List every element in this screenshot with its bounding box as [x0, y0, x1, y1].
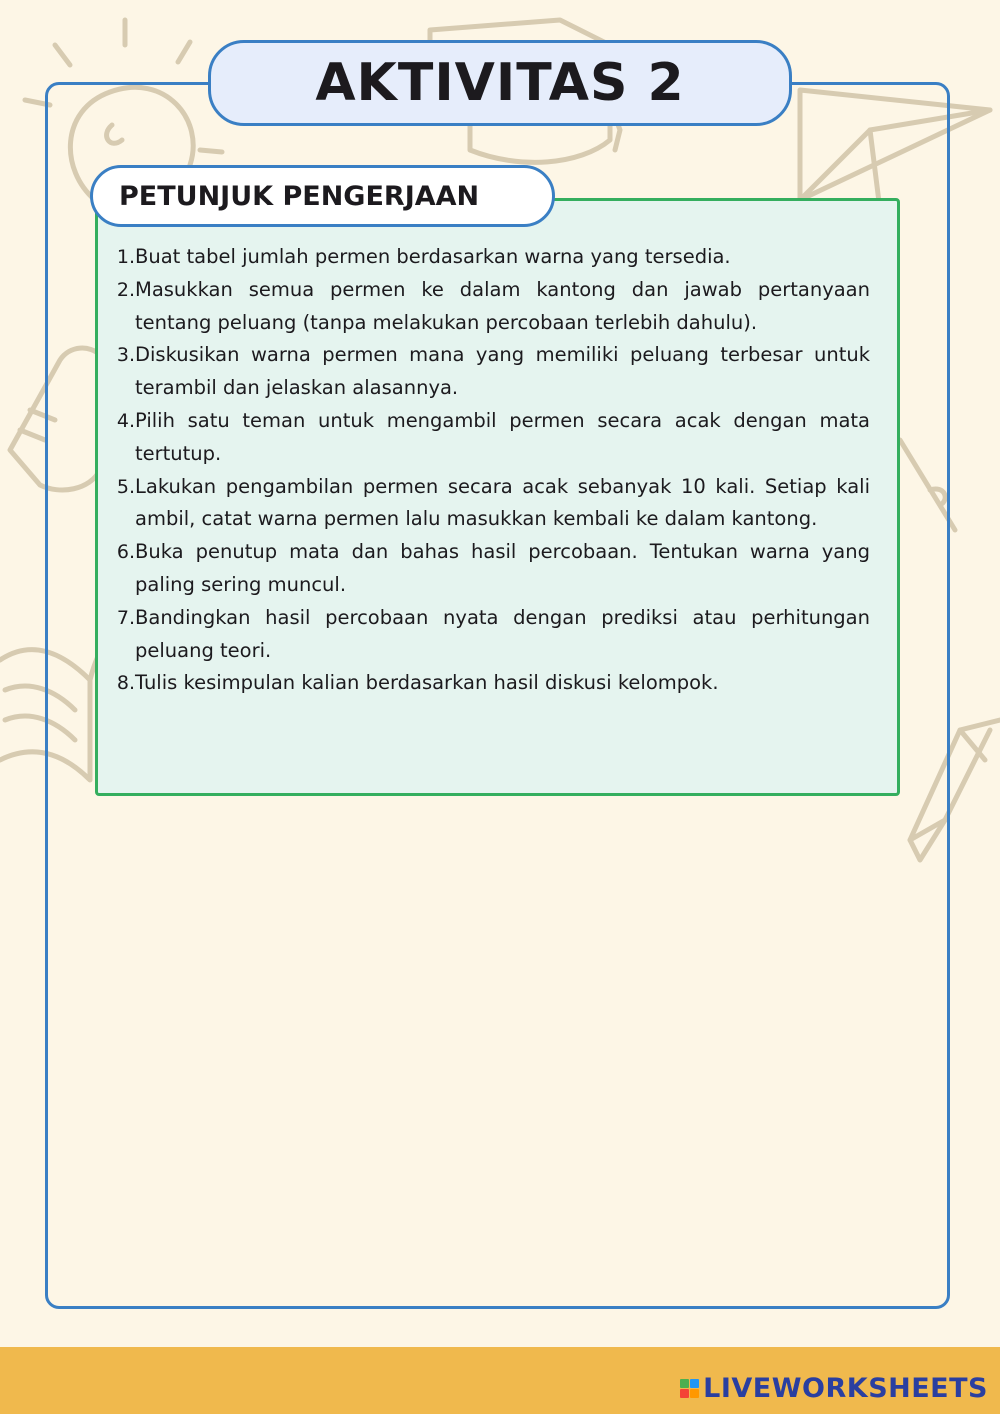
step-number: 2.	[116, 278, 135, 301]
list-item	[112, 241, 870, 274]
step-text: Buat tabel jumlah permen berdasarkan warna yang tersedia.	[135, 245, 731, 268]
brand-logo-link[interactable]	[680, 1372, 988, 1404]
brand-name: LIVEWORKSHEETS	[703, 1372, 988, 1404]
list-item	[112, 602, 870, 668]
title-banner	[208, 40, 792, 126]
step-text: Bandingkan hasil percobaan nyata dengan prediksi atau perhitungan peluang teori.	[135, 605, 870, 662]
list-item	[112, 274, 870, 340]
brand-logo-icon	[680, 1379, 699, 1398]
list-item	[112, 405, 870, 471]
step-number: 5.	[116, 475, 135, 498]
step-text: Lakukan pengambilan permen secara acak sebanyak 10 kali. Setiap kali ambil, catat warna permen lalu masukkan kembali ke dalam kantong.	[135, 474, 870, 531]
instruction-list	[112, 241, 870, 700]
step-number: 6.	[116, 541, 135, 564]
step-text: Masukkan semua permen ke dalam kantong dan jawab pertanyaan tentang peluang (tanpa melakukan percobaan terlebih dahulu).	[135, 277, 870, 334]
instructions-heading: PETUNJUK PENGERJAAN	[119, 180, 480, 212]
instructions-heading-pill	[90, 165, 555, 227]
step-text: Tulis kesimpulan kalian berdasarkan hasil diskusi kelompok.	[135, 671, 719, 695]
list-item	[112, 339, 870, 405]
step-number: 1.	[116, 246, 135, 268]
page-title: AKTIVITAS 2	[315, 53, 685, 113]
list-item	[112, 536, 870, 602]
step-text: Pilih satu teman untuk mengambil permen secara acak dengan mata tertutup.	[135, 408, 870, 465]
step-number: 8.	[116, 672, 135, 695]
list-item	[112, 667, 870, 700]
step-number: 3.	[116, 344, 135, 367]
step-text: Diskusikan warna permen mana yang memiliki peluang terbesar untuk terambil dan jelaskan alasannya.	[135, 343, 870, 400]
step-number: 4.	[116, 409, 135, 432]
list-item	[112, 471, 870, 537]
step-number: 7.	[116, 606, 135, 629]
step-text: Buka penutup mata dan bahas hasil percobaan. Tentukan warna yang paling sering muncul.	[135, 540, 870, 596]
